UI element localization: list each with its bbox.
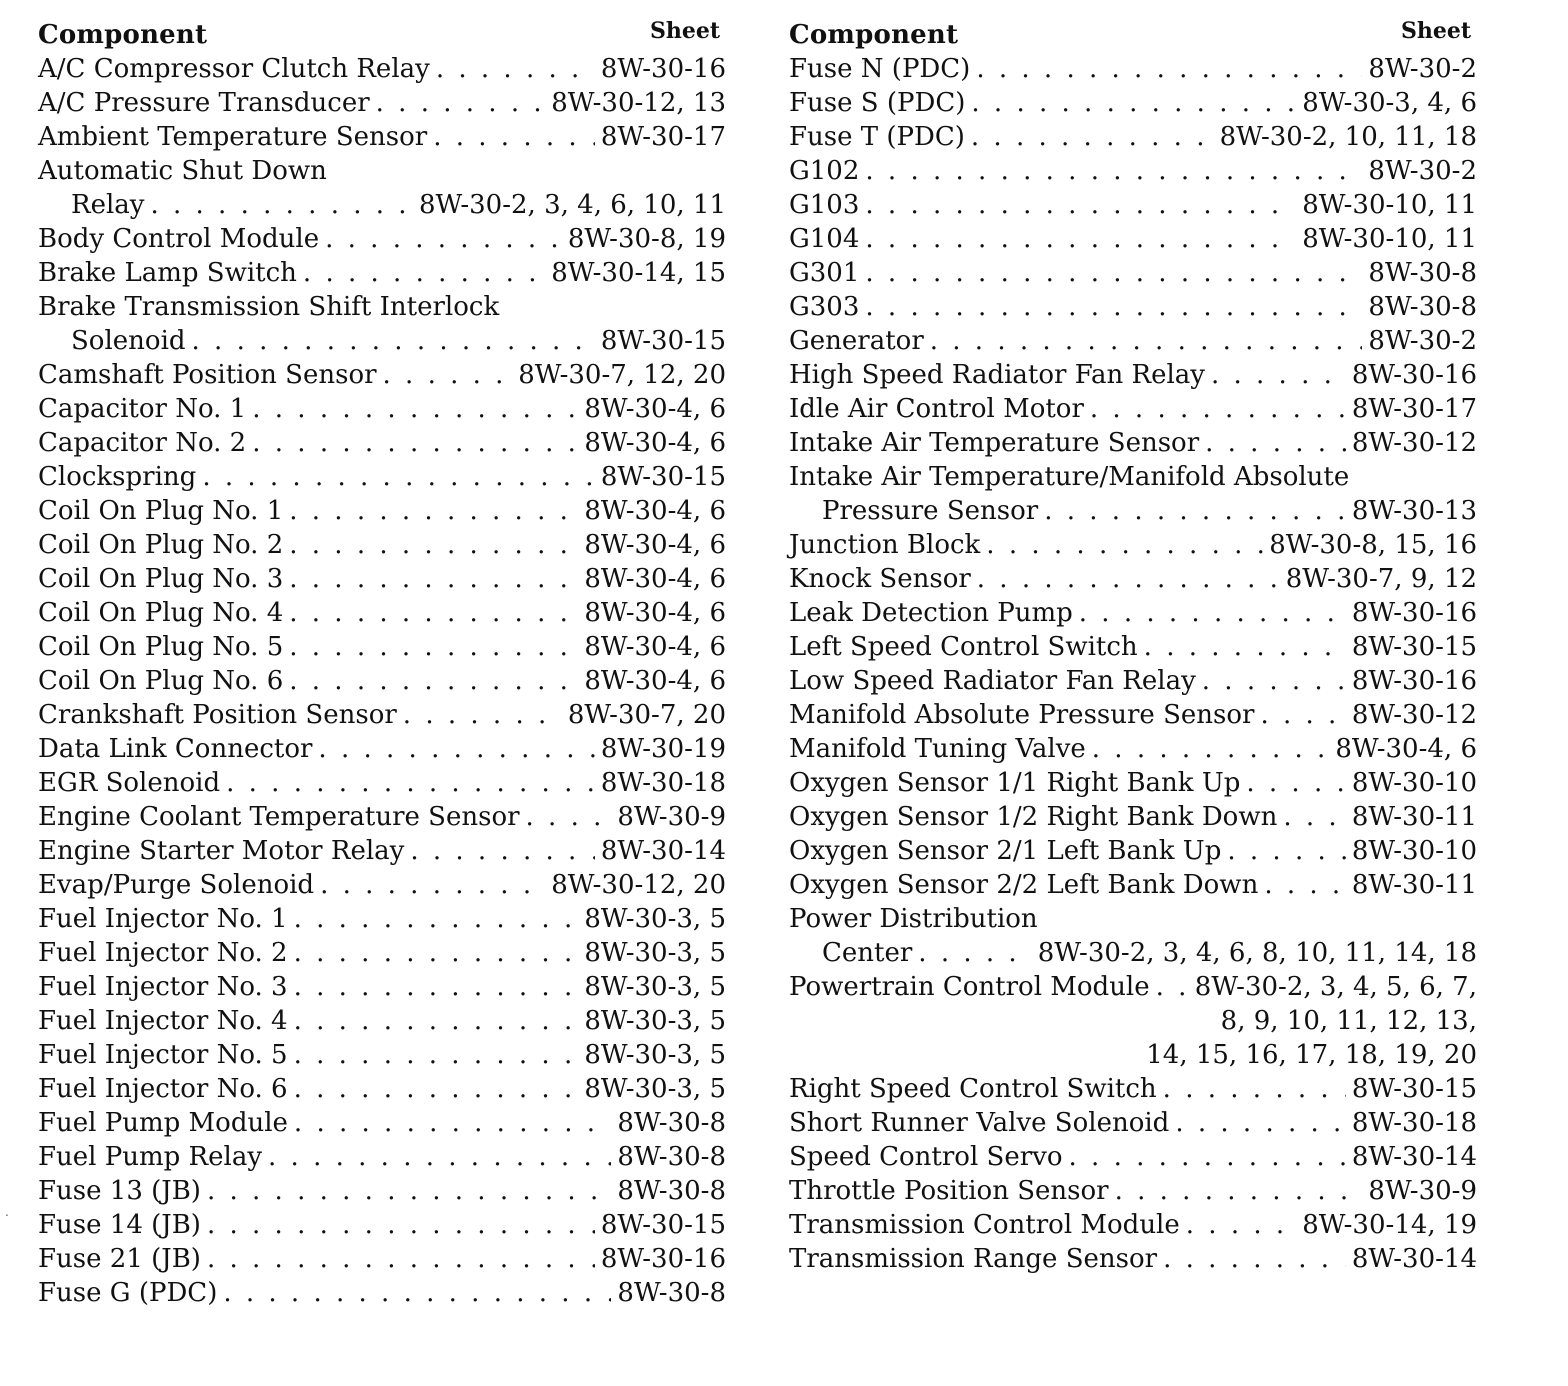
index-row — [38, 290, 726, 324]
component-name: Low Speed Radiator Fan Relay — [789, 666, 1196, 696]
sheet-reference: 8W-30-18 — [1351, 1108, 1477, 1138]
dot-leader — [1163, 1072, 1346, 1106]
dot-leader — [1205, 426, 1346, 460]
dot-leader — [1264, 868, 1346, 902]
sheet-reference: 8W-30-10, 11 — [1302, 190, 1477, 220]
sheet-reference: 8W-30-10 — [1351, 768, 1477, 798]
sheet-reference: 8W-30-2 — [1368, 54, 1477, 84]
dot-leader — [986, 528, 1263, 562]
dot-leader — [252, 392, 578, 426]
component-name: G104 — [789, 224, 860, 254]
sheet-reference: 8W-30-8 — [617, 1142, 726, 1172]
sheet-reference: 8W-30-8, 15, 16 — [1269, 530, 1477, 560]
index-row — [38, 392, 726, 426]
dot-leader — [207, 1174, 611, 1208]
index-row — [789, 120, 1477, 154]
sheet-reference: 8W-30-2, 3, 4, 5, 6, 7, — [1194, 972, 1477, 1002]
component-name: Camshaft Position Sensor — [38, 360, 377, 390]
sheet-reference: 8W-30-8 — [1368, 258, 1477, 288]
component-name: Intake Air Temperature Sensor — [789, 428, 1200, 458]
index-row — [789, 358, 1477, 392]
component-name: Transmission Range Sensor — [789, 1244, 1158, 1274]
dot-leader — [294, 902, 579, 936]
sheet-reference: 8W-30-15 — [1351, 1074, 1477, 1104]
dot-leader — [268, 1140, 611, 1174]
sheet-reference: 8W-30-16 — [1351, 598, 1477, 628]
index-row — [38, 834, 726, 868]
dot-leader — [289, 494, 578, 528]
component-name: Speed Control Servo — [789, 1142, 1063, 1172]
dot-leader — [289, 596, 578, 630]
component-name: Leak Detection Pump — [789, 598, 1073, 628]
sheet-reference: 8W-30-2, 3, 4, 6, 10, 11 — [418, 190, 726, 220]
index-row — [789, 426, 1477, 460]
dot-leader — [289, 630, 578, 664]
index-row — [789, 1106, 1477, 1140]
index-row — [38, 766, 726, 800]
sheet-reference: 8W-30-19 — [600, 734, 726, 764]
index-row — [38, 970, 726, 1004]
sheet-reference: 8W-30-18 — [600, 768, 726, 798]
dot-leader — [294, 936, 579, 970]
component-name: Oxygen Sensor 1/1 Right Bank Up — [789, 768, 1241, 798]
sheet-reference: 8W-30-14, 15 — [551, 258, 726, 288]
index-row — [789, 834, 1477, 868]
index-row — [789, 698, 1477, 732]
index-row — [38, 256, 726, 290]
sheet-reference: 8W-30-4, 6 — [584, 598, 726, 628]
index-row — [789, 766, 1477, 800]
sheet-reference: 8W-30-16 — [600, 54, 726, 84]
index-row — [789, 494, 1477, 528]
index-row — [789, 970, 1477, 1004]
dot-leader — [207, 1242, 595, 1276]
component-name: Right Speed Control Switch — [789, 1074, 1157, 1104]
component-name: Automatic Shut Down — [38, 156, 327, 186]
dot-leader — [865, 188, 1296, 222]
component-name: G102 — [789, 156, 860, 186]
dot-leader — [226, 766, 595, 800]
index-row — [789, 1004, 1477, 1038]
sheet-reference: 8W-30-13 — [1351, 496, 1477, 526]
dot-leader — [1186, 1208, 1297, 1242]
dot-leader — [207, 1208, 595, 1242]
index-row — [38, 154, 726, 188]
component-name: Brake Transmission Shift Interlock — [38, 292, 500, 322]
sheet-reference: 8W-30-8 — [1368, 292, 1477, 322]
sheet-reference: 8W-30-3, 4, 6 — [1302, 88, 1477, 118]
dot-leader — [294, 1038, 579, 1072]
dot-leader — [252, 426, 578, 460]
component-name: Junction Block — [789, 530, 981, 560]
sheet-reference: 8W-30-14, 19 — [1302, 1210, 1477, 1240]
index-row — [38, 1208, 726, 1242]
right-component-list — [789, 52, 1477, 1276]
component-name: Fuse N (PDC) — [789, 54, 971, 84]
component-name: Center — [822, 938, 913, 968]
component-name: Crankshaft Position Sensor — [38, 700, 397, 730]
component-name: Transmission Control Module — [789, 1210, 1180, 1240]
index-row — [38, 902, 726, 936]
dot-leader — [410, 834, 595, 868]
component-name: Fuel Pump Relay — [38, 1142, 263, 1172]
dot-leader — [383, 358, 513, 392]
sheet-reference: 8W-30-8 — [617, 1176, 726, 1206]
index-row — [38, 664, 726, 698]
dot-leader — [865, 222, 1296, 256]
dot-leader — [1156, 970, 1189, 1004]
dot-leader — [526, 800, 612, 834]
component-name: Fuse 13 (JB) — [38, 1176, 201, 1206]
index-row — [38, 52, 726, 86]
index-row — [789, 630, 1477, 664]
component-name: Oxygen Sensor 2/2 Left Bank Down — [789, 870, 1259, 900]
sheet-reference: 8W-30-7, 9, 12 — [1285, 564, 1477, 594]
dot-leader — [192, 324, 595, 358]
dot-leader — [1202, 664, 1346, 698]
sheet-heading: Sheet — [649, 18, 720, 44]
index-row — [789, 222, 1477, 256]
index-row — [789, 324, 1477, 358]
component-name: Evap/Purge Solenoid — [38, 870, 315, 900]
component-name: Fuel Injector No. 6 — [38, 1074, 288, 1104]
component-name: Coil On Plug No. 4 — [38, 598, 284, 628]
index-row — [789, 1208, 1477, 1242]
component-name: Coil On Plug No. 1 — [38, 496, 284, 526]
dot-leader — [1283, 800, 1346, 834]
component-name: Knock Sensor — [789, 564, 971, 594]
margin-mark: . — [5, 1205, 9, 1219]
index-row — [789, 1072, 1477, 1106]
dot-leader — [1092, 732, 1330, 766]
dot-leader — [1079, 596, 1346, 630]
right-header — [789, 18, 1477, 52]
component-name: G103 — [789, 190, 860, 220]
index-row — [789, 902, 1477, 936]
dot-leader — [1227, 834, 1346, 868]
sheet-reference: 8W-30-12, 20 — [551, 870, 726, 900]
index-row — [789, 528, 1477, 562]
sheet-reference: 8W-30-3, 5 — [584, 1074, 726, 1104]
index-row — [789, 732, 1477, 766]
component-name: High Speed Radiator Fan Relay — [789, 360, 1205, 390]
component-name: Solenoid — [71, 326, 186, 356]
component-name: Fuel Injector No. 3 — [38, 972, 288, 1002]
index-row — [789, 596, 1477, 630]
component-name: Fuse G (PDC) — [38, 1278, 218, 1308]
index-row — [789, 392, 1477, 426]
component-name: Manifold Tuning Valve — [789, 734, 1086, 764]
index-row — [38, 494, 726, 528]
component-name: Relay — [71, 190, 145, 220]
component-name: Oxygen Sensor 2/1 Left Bank Up — [789, 836, 1222, 866]
sheet-reference: 8W-30-4, 6 — [584, 394, 726, 424]
sheet-reference: 8W-30-3, 5 — [584, 972, 726, 1002]
sheet-reference: 8W-30-11 — [1351, 802, 1477, 832]
dot-leader — [289, 562, 578, 596]
dot-leader — [918, 936, 1031, 970]
index-row — [38, 1242, 726, 1276]
sheet-reference: 8W-30-3, 5 — [584, 938, 726, 968]
sheet-reference: 8W-30-8 — [617, 1108, 726, 1138]
sheet-reference: 8W-30-12 — [1351, 428, 1477, 458]
index-row — [38, 1038, 726, 1072]
dot-leader — [1044, 494, 1346, 528]
sheet-reference: 8W-30-7, 20 — [567, 700, 726, 730]
component-name: Idle Air Control Motor — [789, 394, 1084, 424]
component-name: Fuse 14 (JB) — [38, 1210, 201, 1240]
index-row — [789, 1038, 1477, 1072]
index-row — [38, 596, 726, 630]
sheet-reference: 8W-30-4, 6 — [584, 632, 726, 662]
index-row — [38, 120, 726, 154]
index-row — [38, 358, 726, 392]
dot-leader — [294, 970, 579, 1004]
component-name: Fuel Injector No. 1 — [38, 904, 288, 934]
component-name: Brake Lamp Switch — [38, 258, 297, 288]
dot-leader — [320, 868, 545, 902]
component-name: Coil On Plug No. 3 — [38, 564, 284, 594]
sheet-reference: 8W-30-2 — [1368, 326, 1477, 356]
index-row — [38, 1140, 726, 1174]
sheet-reference: 8W-30-2 — [1368, 156, 1477, 186]
sheet-reference: 8W-30-4, 6 — [584, 564, 726, 594]
component-name: Power Distribution — [789, 904, 1038, 934]
sheet-reference: 8W-30-9 — [1368, 1176, 1477, 1206]
sheet-reference: 8W-30-15 — [600, 1210, 726, 1240]
sheet-reference: 8W-30-4, 6 — [584, 666, 726, 696]
dot-leader — [865, 256, 1362, 290]
component-name: Throttle Position Sensor — [789, 1176, 1109, 1206]
sheet-reference: 8W-30-16 — [600, 1244, 726, 1274]
sheet-reference: 8W-30-10 — [1351, 836, 1477, 866]
index-row — [38, 460, 726, 494]
sheet-reference: 8W-30-4, 6 — [584, 428, 726, 458]
sheet-reference: 8W-30-12, 13 — [551, 88, 726, 118]
component-name: Body Control Module — [38, 224, 320, 254]
dot-leader — [865, 290, 1362, 324]
component-name: Powertrain Control Module — [789, 972, 1150, 1002]
dot-leader — [403, 698, 562, 732]
sheet-reference: 8W-30-14 — [600, 836, 726, 866]
component-name: G301 — [789, 258, 860, 288]
index-row — [789, 460, 1477, 494]
component-name: Fuel Injector No. 5 — [38, 1040, 288, 1070]
index-row — [789, 664, 1477, 698]
sheet-reference: 8W-30-10, 11 — [1302, 224, 1477, 254]
component-name: Engine Coolant Temperature Sensor — [38, 802, 520, 832]
component-name: Fuel Pump Module — [38, 1108, 288, 1138]
component-name: Engine Starter Motor Relay — [38, 836, 405, 866]
component-name: Generator — [789, 326, 924, 356]
index-row — [789, 936, 1477, 970]
dot-leader — [289, 664, 578, 698]
sheet-reference: 8W-30-15 — [600, 326, 726, 356]
dot-leader — [436, 52, 595, 86]
index-row — [38, 698, 726, 732]
left-header — [38, 18, 726, 52]
sheet-reference: 8W-30-17 — [1351, 394, 1477, 424]
index-row — [789, 188, 1477, 222]
dot-leader — [202, 460, 595, 494]
left-component-list — [38, 52, 726, 1310]
dot-leader — [1175, 1106, 1346, 1140]
sheet-reference: 8, 9, 10, 11, 12, 13, — [1220, 1006, 1477, 1036]
index-row — [38, 936, 726, 970]
index-row — [38, 1004, 726, 1038]
dot-leader — [294, 1004, 579, 1038]
index-row — [38, 1174, 726, 1208]
component-name: Coil On Plug No. 2 — [38, 530, 284, 560]
dot-leader — [294, 1106, 612, 1140]
dot-leader — [1069, 1140, 1346, 1174]
index-row — [38, 868, 726, 902]
dot-leader — [1144, 630, 1346, 664]
sheet-reference: 14, 15, 16, 17, 18, 19, 20 — [1146, 1040, 1477, 1070]
sheet-reference: 8W-30-15 — [1351, 632, 1477, 662]
index-row — [38, 1276, 726, 1310]
index-row — [38, 222, 726, 256]
left-column — [38, 18, 726, 1310]
index-row — [38, 732, 726, 766]
sheet-reference: 8W-30-12 — [1351, 700, 1477, 730]
sheet-reference: 8W-30-14 — [1351, 1244, 1477, 1274]
component-name: Ambient Temperature Sensor — [38, 122, 428, 152]
dot-leader — [223, 1276, 611, 1310]
component-name: Short Runner Valve Solenoid — [789, 1108, 1170, 1138]
dot-leader — [1090, 392, 1346, 426]
sheet-heading: Sheet — [1400, 18, 1471, 44]
sheet-reference: 8W-30-7, 12, 20 — [518, 360, 726, 390]
component-heading: Component — [38, 20, 208, 50]
component-name: A/C Compressor Clutch Relay — [38, 54, 430, 84]
index-row — [38, 630, 726, 664]
index-row — [789, 800, 1477, 834]
component-name: Capacitor No. 1 — [38, 394, 247, 424]
dot-leader — [150, 188, 413, 222]
index-row — [789, 1140, 1477, 1174]
dot-leader — [977, 562, 1280, 596]
sheet-reference: 8W-30-17 — [600, 122, 726, 152]
index-row — [38, 86, 726, 120]
dot-leader — [325, 222, 562, 256]
dot-leader — [1260, 698, 1345, 732]
dot-leader — [433, 120, 595, 154]
index-row — [789, 868, 1477, 902]
dot-leader — [1163, 1242, 1346, 1276]
sheet-reference: 8W-30-8, 19 — [567, 224, 726, 254]
component-name: Fuel Injector No. 4 — [38, 1006, 288, 1036]
sheet-reference: 8W-30-3, 5 — [584, 1006, 726, 1036]
component-name: Fuse S (PDC) — [789, 88, 966, 118]
sheet-reference: 8W-30-15 — [600, 462, 726, 492]
dot-leader — [930, 324, 1363, 358]
component-name: A/C Pressure Transducer — [38, 88, 370, 118]
sheet-reference: 8W-30-9 — [617, 802, 726, 832]
sheet-reference: 8W-30-8 — [617, 1278, 726, 1308]
component-name: Oxygen Sensor 1/2 Right Bank Down — [789, 802, 1278, 832]
index-row — [789, 1242, 1477, 1276]
component-name: Fuse 21 (JB) — [38, 1244, 201, 1274]
index-row — [38, 800, 726, 834]
component-heading: Component — [789, 20, 959, 50]
index-row — [789, 1174, 1477, 1208]
component-name: Coil On Plug No. 6 — [38, 666, 284, 696]
dot-leader — [971, 120, 1214, 154]
component-name: EGR Solenoid — [38, 768, 221, 798]
index-row — [38, 1072, 726, 1106]
sheet-reference: 8W-30-14 — [1351, 1142, 1477, 1172]
index-row — [38, 528, 726, 562]
component-name: Capacitor No. 2 — [38, 428, 247, 458]
index-row — [789, 290, 1477, 324]
sheet-reference: 8W-30-16 — [1351, 360, 1477, 390]
sheet-reference: 8W-30-11 — [1351, 870, 1477, 900]
dot-leader — [865, 154, 1362, 188]
index-row — [38, 1106, 726, 1140]
dot-leader — [303, 256, 545, 290]
sheet-reference: 8W-30-2, 3, 4, 6, 8, 10, 11, 14, 18 — [1037, 938, 1477, 968]
component-name: Manifold Absolute Pressure Sensor — [789, 700, 1255, 730]
sheet-reference: 8W-30-4, 6 — [1335, 734, 1477, 764]
index-row — [38, 562, 726, 596]
right-column — [789, 18, 1477, 1276]
sheet-reference: 8W-30-2, 10, 11, 18 — [1219, 122, 1477, 152]
index-row — [789, 562, 1477, 596]
dot-leader — [376, 86, 546, 120]
dot-leader — [976, 52, 1362, 86]
index-row — [789, 154, 1477, 188]
index-row — [789, 256, 1477, 290]
component-name: Data Link Connector — [38, 734, 313, 764]
dot-leader — [318, 732, 594, 766]
index-row — [38, 324, 726, 358]
component-name: Pressure Sensor — [822, 496, 1039, 526]
index-row — [38, 188, 726, 222]
component-name: G303 — [789, 292, 860, 322]
index-row — [38, 426, 726, 460]
dot-leader — [1211, 358, 1346, 392]
index-row — [789, 86, 1477, 120]
component-name: Fuel Injector No. 2 — [38, 938, 288, 968]
dot-leader — [971, 86, 1296, 120]
sheet-reference: 8W-30-4, 6 — [584, 530, 726, 560]
component-name: Clockspring — [38, 462, 197, 492]
dot-leader — [1115, 1174, 1363, 1208]
sheet-reference: 8W-30-3, 5 — [584, 904, 726, 934]
component-name: Left Speed Control Switch — [789, 632, 1138, 662]
index-row — [789, 52, 1477, 86]
sheet-reference: 8W-30-16 — [1351, 666, 1477, 696]
dot-leader — [289, 528, 578, 562]
component-name: Fuse T (PDC) — [789, 122, 965, 152]
dot-leader — [1246, 766, 1346, 800]
sheet-reference: 8W-30-4, 6 — [584, 496, 726, 526]
component-name: Intake Air Temperature/Manifold Absolute — [789, 462, 1350, 492]
sheet-reference: 8W-30-3, 5 — [584, 1040, 726, 1070]
component-name: Coil On Plug No. 5 — [38, 632, 284, 662]
dot-leader — [294, 1072, 579, 1106]
